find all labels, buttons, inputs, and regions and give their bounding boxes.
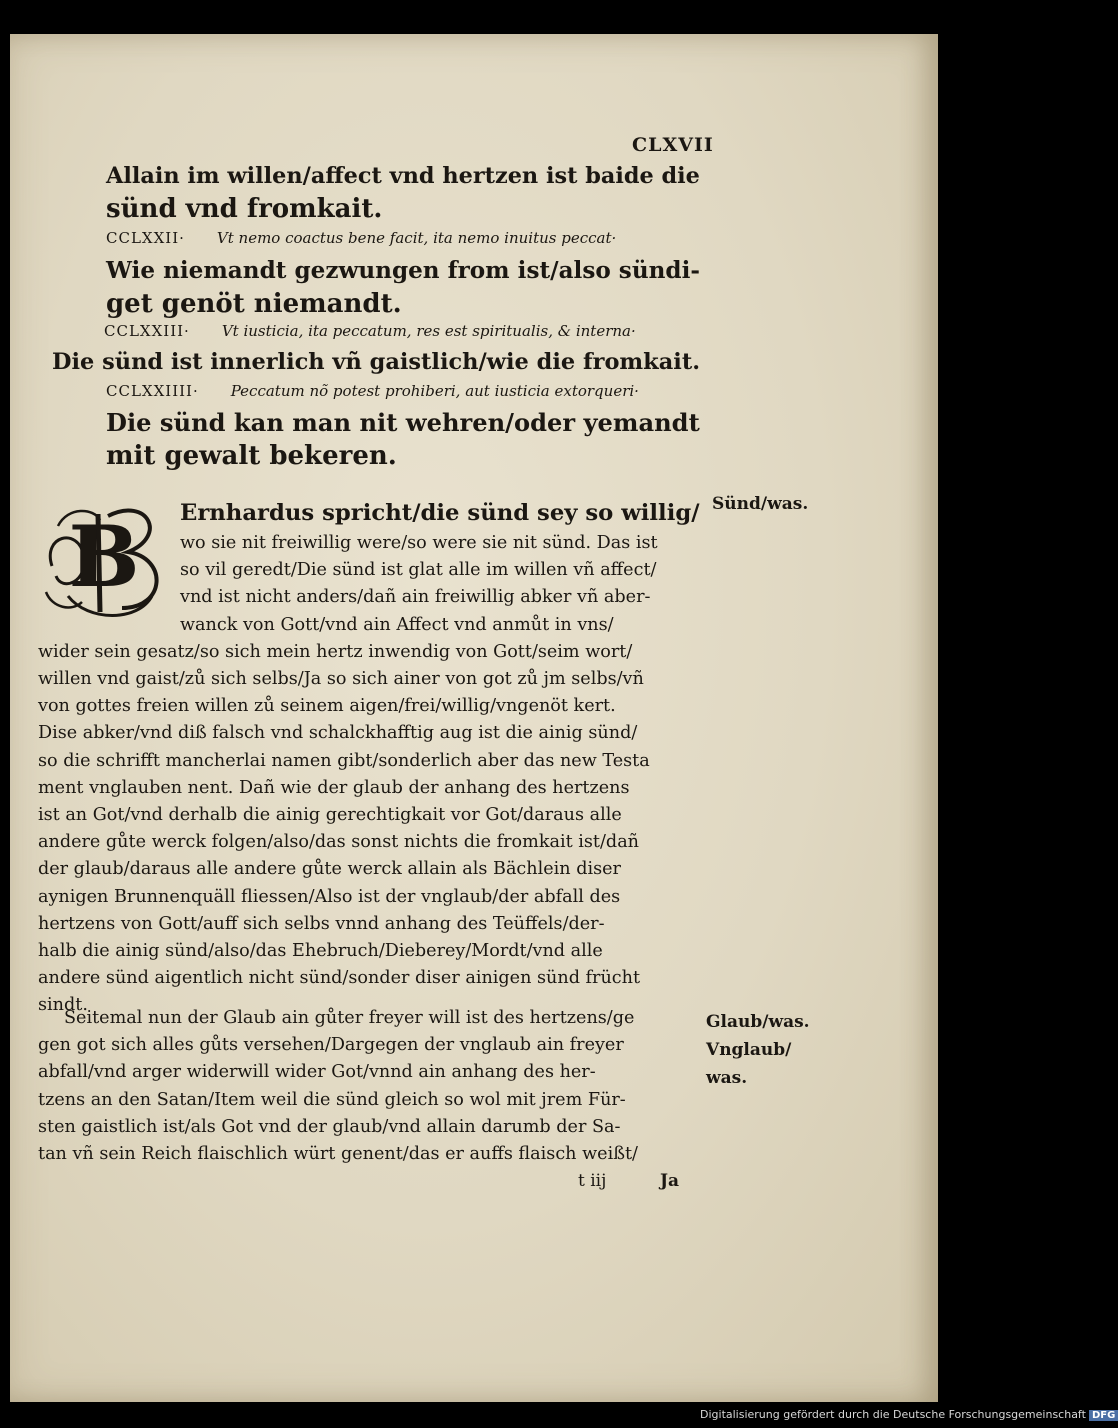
heading-1-line-2: sünd vnd fromkait. <box>106 194 383 224</box>
paragraph1-line: andere gůte werck folgen/also/das sonst nichts die fromkait ist/dañ <box>38 832 640 853</box>
paragraph1-line: der glaub/daraus alle andere gůte werck allain als Bächlein diser <box>38 859 621 880</box>
thesis-number-2: CCLXXII· <box>106 229 185 247</box>
thesis-number-3: CCLXXIII· <box>104 322 190 340</box>
dfg-logo: DFG <box>1089 1410 1118 1421</box>
latin-text-2: Vt nemo coactus bene facit, ita nemo inuitus peccat· <box>216 229 617 247</box>
paragraph1-line: wanck von Gott/vnd ain Affect vnd anmůt in vns/ <box>180 614 614 635</box>
folio-number: CLXVII <box>632 134 714 156</box>
paragraph1-line: von gottes freien willen zů seinem aigen/frei/willig/vngenöt kert. <box>38 696 616 717</box>
latin-text-4: Peccatum nõ potest prohiberi, aut iusticia extorqueri· <box>230 382 639 400</box>
heading-4-line-2: mit gewalt bekeren. <box>106 441 397 471</box>
paragraph1-line: andere sünd aigentlich nicht sünd/sonder diser ainigen sünd frücht <box>38 968 641 989</box>
latin-text-3: Vt iusticia, ita peccatum, res est spiritualis, & interna· <box>221 322 636 340</box>
paragraph-1-first-line: Ernhardus spricht/die sünd sey so willig/ <box>180 500 700 526</box>
paragraph1-line: ment vnglauben nent. Dañ wie der glaub der anhang des hertzens <box>38 777 630 798</box>
marginal-note-suend: Sünd/was. <box>712 494 809 514</box>
paragraph2-line: tzens an den Satan/Item weil die sünd gleich so wol mit jrem Für- <box>38 1089 626 1110</box>
footer-text: Digitalisierung gefördert durch die Deutsche Forschungsgemeinschaft <box>700 1408 1086 1421</box>
thesis-number-4: CCLXXIIII· <box>106 382 199 400</box>
marginal-note-vnglaub: Vnglaub/ <box>706 1040 792 1060</box>
heading-4-line-1: Die sünd kan man nit wehren/oder yemandt <box>106 408 700 437</box>
heading-3-line-1: Die sünd ist innerlich vñ gaistlich/wie die fromkait. <box>52 349 701 375</box>
paragraph1-line: ist an Got/vnd derhalb die ainig gerechtigkait vor Got/daraus alle <box>38 805 622 825</box>
initial-letter: B <box>68 507 140 606</box>
heading-1-line-1: Allain im willen/affect vnd hertzen ist baide die <box>106 163 700 189</box>
latin-caption-3 <box>104 322 636 340</box>
paragraph2-line: tan vñ sein Reich flaischlich würt genent/das er auffs flaisch weißt/ <box>38 1144 638 1164</box>
catchword: Ja <box>660 1171 680 1191</box>
paragraph1-line: vnd ist nicht anders/dañ ain freiwillig abker vñ aber- <box>180 587 651 608</box>
marginal-note-glaub: Glaub/was. <box>706 1012 810 1032</box>
paragraph2-line: Seitemal nun der Glaub ain gůter freyer will ist des hertzens/ge <box>64 1008 635 1028</box>
heading-2-line-2: get genöt niemandt. <box>106 289 402 319</box>
paragraph1-line: Dise abker/vnd diß falsch vnd schalckhafftig aug ist die ainig sünd/ <box>38 723 638 744</box>
paragraph1-line: willen vnd gaist/zů sich selbs/Ja so sich ainer von got zů jm selbs/vñ <box>38 669 644 689</box>
decorated-initial <box>38 496 170 626</box>
paragraph2-line: sten gaistlich ist/als Got vnd der glaub/vnd allain darumb der Sa- <box>38 1116 621 1137</box>
heading-2-line-1: Wie niemandt gezwungen from ist/also sündi- <box>106 257 700 284</box>
signature-mark: t iij <box>578 1171 607 1191</box>
paragraph1-line: so vil geredt/Die sünd ist glat alle im willen vñ affect/ <box>180 560 657 581</box>
digitization-footer <box>700 1408 1118 1421</box>
paragraph1-line: sindt. <box>38 995 88 1016</box>
marginal-note-was: was. <box>706 1068 748 1088</box>
paragraph1-line: hertzens von Gott/auff sich selbs vnnd anhang des Teüffels/der- <box>38 913 605 934</box>
paragraph1-line: wo sie nit freiwillig were/so were sie nit sünd. Das ist <box>180 533 658 553</box>
paragraph2-line: gen got sich alles gůts versehen/Dargegen der vnglaub ain freyer <box>38 1035 624 1056</box>
latin-caption-4 <box>106 382 639 400</box>
latin-caption-2 <box>106 229 616 247</box>
paragraph1-line: halb die ainig sünd/also/das Ehebruch/Dieberey/Mordt/vnd alle <box>38 941 603 961</box>
paragraph1-line: wider sein gesatz/so sich mein hertz inwendig von Gott/seim wort/ <box>38 641 633 662</box>
paragraph1-line: aynigen Brunnenquäll fliessen/Also ist der vnglaub/der abfall des <box>38 886 621 907</box>
paragraph2-line: abfall/vnd arger widerwill wider Got/vnnd ain anhang des her- <box>38 1062 596 1083</box>
paragraph1-line: so die schrifft mancherlai namen gibt/sonderlich aber das new Testa <box>38 750 650 771</box>
